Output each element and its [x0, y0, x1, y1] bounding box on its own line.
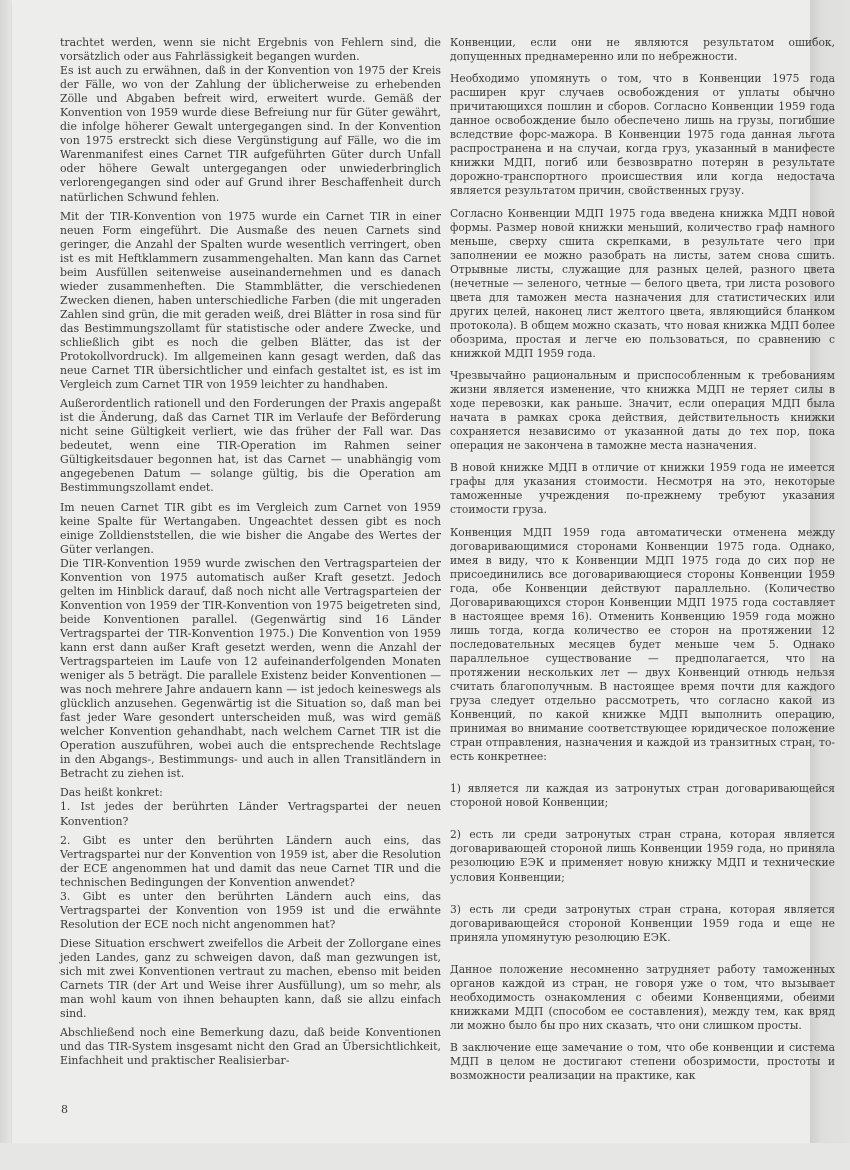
- ru-paragraph: В новой книжке МДП в отличие от книжки 1959 года не имеется графы для указания стоимости. Несмотря на это, некоторые таможенные учреждения по-прежнему требуют указания стоимости груза.: [450, 461, 835, 517]
- scanner-background: [0, 1143, 850, 1170]
- de-paragraph: Die TIR-Konvention 1959 wurde zwischen den Vertragsparteien der Konvention von 1975 automatisch außer Kraft gesetzt. Jedoch gelten im Hinblick darauf, daß noch nicht alle Vertragsparteien der Konvention von 1959 der TIR-Konvention von 1975 beigetreten sind, beide Konventionen parallel. (Gegenwärtig sind 16 Länder Vertragspartei der TIR-Konvention 1975.) Die Konvention von 1959 kann erst dann außer Kraft gesetzt werden, wenn die Anzahl der Vertragsparteien im Laufe von 12 aufeinanderfolgenden Monaten weniger als 5 beträgt. Die parallele Existenz beider Konventionen — was noch mehrere Jahre andauern kann — ist jedoch keineswegs als glücklich anzusehen. Gegenwärtig ist die Situation so, daß man bei fast jeder Ware gesondert unterscheiden muß, was wird gemäß welcher Konvention gehandhabt, nach welchem Carnet TIR ist die Operation auszuführen, wobei auch die entsprechende Rechtslage in den Abgangs-, Bestimmungs- und auch in allen Transitländern in Betracht zu ziehen ist.: [60, 556, 441, 781]
- ru-paragraph: Конвенция МДП 1959 года автоматически отменена между договаривающимися сторонами Конвенции 1975 года. Однако, имея в виду, что к Конвенции МДП 1975 года до сих пор не присоединились все договаривающиеся стороны Конвенции 1959 года, обе Конвенции действуют параллельно. (Количество Договаривающихся сторон Конвенции МДП 1975 года составляет в настоящее время 16). Отменить Конвенцию 1959 года можно лишь тогда, когда количество ее сторон на протяжении 12 последовательных месяцев будет меньше чем 5. Однако параллельное существование — предполагается, что на протяжении нескольких лет — двух Конвенций отнюдь нельзя считать благополучным. В настоящее время почти для каждого груза следует отдельно рассмотреть, что согласно какой из Конвенций, по какой книжке МДП выполнить операцию, принимая во внимание соответствующее юридическое положение стран отправления, назначения и каждой из транзитных стран, то-есть конкретнее:: [450, 525, 835, 764]
- de-paragraph: Es ist auch zu erwähnen, daß in der Konvention von 1975 der Kreis der Fälle, wo von der Zahlung der üblicherweise zu erhebenden Zölle und Abgaben befreit wird, erweitert wurde. Gemäß der Konvention von 1959 wurde diese Befreiung nur für Güter gewährt, die infolge höherer Gewalt untergegangen sind. In der Konvention von 1975 erstreckt sich diese Vergünstigung auf Fälle, wo die im Warenmanifest eines Carnet TIR aufgeführten Güter durch Unfall oder höhere Gewalt untergegangen oder unwiederbringlich verlorengegangen sind oder auf Grund ihrer Beschaffenheit durch natürlichen Schwund fehlen.: [60, 64, 441, 204]
- de-paragraph: Im neuen Carnet TIR gibt es im Vergleich zum Carnet von 1959 keine Spalte für Wertangaben. Ungeachtet dessen gibt es noch einige Zolldienststellen, die wie bisher die Angabe des Wertes der Güter verlangen.: [60, 500, 441, 556]
- ru-paragraph: Согласно Конвенции МДП 1975 года введена книжка МДП новой формы. Размер новой книжки меньший, количество граф намного меньше, сверху сшита скрепками, в результате чего при заполнении ее можно разобрать на листы, затем снова сшить. Отрывные листы, служащие для разных целей, разного цвета (нечетные — зеленого, четные — белого цвета, три листа розового цвета для таможен места назначения для статистических или других целей, наконец лист желтого цвета, являющийся бланком протокола). В общем можно сказать, что новая книжка МДП более обозрима, простая и легче ею пользоваться, по сравнению с книжкой МДП 1959 года.: [450, 206, 835, 360]
- page-number: 8: [61, 1103, 68, 1116]
- de-paragraph: Abschließend noch eine Bemerkung dazu, daß beide Konventionen und das TIR-System insgesamt nicht den Grad an Übersichtlichkeit, Einfachheit und praktischer Realisierbar-: [60, 1026, 441, 1068]
- ru-paragraph: Конвенции, если они не являются результатом ошибок, допущенных преднамеренно или по небрежности.: [450, 36, 835, 64]
- de-list-intro: Das heißt konkret:: [60, 786, 163, 800]
- de-paragraph: Diese Situation erschwert zweifellos die Arbeit der Zollorgane eines jeden Landes, ganz zu schweigen davon, daß man gezwungen ist, sich mit zwei Konventionen vertraut zu machen, ebenso mit beiden Carnets TIR (der Art und Weise ihrer Ausfüllung), um so mehr, als man wohl kaum von ihnen behaupten kann, daß sie allzu einfach sind.: [60, 936, 441, 1021]
- russian-column: [450, 36, 835, 1083]
- ru-list-item: 2) есть ли среди затронутых стран страна, которая является договаривающей стороной лишь Конвенции 1959 года, но приняла резолюцию ЕЭК и применяет новую книжку МДП и технические условия Конвенции;: [450, 828, 835, 884]
- de-list-item: 1. Ist jedes der berührten Länder Vertragspartei der neuen Konvention?: [60, 800, 441, 828]
- de-list-item: 2. Gibt es unter den berührten Ländern auch eins, das Vertragspartei nur der Konvention von 1959 ist, aber die Resolution der ECE angenommen hat und damit das neue Carnet TIR und die technischen Bedingungen der Konvention anwendet?: [60, 833, 441, 889]
- ru-paragraph: Необходимо упомянуть о том, что в Конвенции 1975 года расширен круг случаев освобождения от уплаты обычно причитающихся пошлин и сборов. Согласно Конвенции 1959 года данное освобождение было обеспечено лишь на грузы, погибшие вследствие форс-мажора. В Конвенции 1975 года данная льгота распространена и на случаи, когда груз, указанный в манифесте книжки МДП, погиб или безвозвратно потерян в результате дорожно-транспортного происшествия или когда недостача является результатом причин, свойственных грузу.: [450, 72, 835, 198]
- ru-paragraph: Чрезвычайно рациональным и приспособленным к требованиям жизни является изменение, что книжка МДП не теряет силы в ходе перевозки, как раньше. Значит, если операция МДП была начата в рамках срока действия, действительность книжки сохраняется независимо от указанной даты до тех пор, пока операция не закончена в таможне места назначения.: [450, 369, 835, 453]
- de-paragraph: Außerordentlich rationell und den Forderungen der Praxis angepaßt ist die Änderung, daß das Carnet TIR im Verlaufe der Beförderung nicht seine Gültigkeit verliert, wie das früher der Fall war. Das bedeutet, wenn eine TIR-Operation im Rahmen seiner Gültigkeitsdauer begonnen hat, ist das Carnet — unabhängig vom angegebenen Datum — solange gültig, bis die Operation am Bestimmungszollamt endet.: [60, 397, 441, 495]
- german-column: [60, 36, 441, 1068]
- ru-paragraph: Данное положение несомненно затрудняет работу таможенных органов каждой из стран, не говоря уже о том, что вызывает необходимость ознакомления с обеими Конвенциями, обеими книжками МДП (способом ее составления), между тем, как вряд ли можно было бы про них сказать, что они слишком просты.: [450, 962, 835, 1032]
- ru-list-item: 3) есть ли среди затронутых стран страна, которая является договаривающейся стороной Конвенции 1959 года и еще не приняла упомянутую резолюцию ЕЭК.: [450, 902, 835, 944]
- de-list-item: 3. Gibt es unter den berührten Ländern auch eins, das Vertragspartei der Konvention von 1959 ist und die erwähnte Resolution der ECE noch nicht angenommen hat?: [60, 889, 441, 931]
- de-paragraph: Mit der TIR-Konvention von 1975 wurde ein Carnet TIR in einer neuen Form eingeführt. Die Ausmaße des neuen Carnets sind geringer, die Anzahl der Spalten wurde wesentlich verringert, oben ist es mit Heftklammern zusammengehalten. Man kann das Carnet beim Ausfüllen seitenweise auseinandernehmen und es danach wieder zusammenheften. Die Stammblätter, die verschiedenen Zwecken dienen, haben unterschiedliche Farben (die mit ungeraden Zahlen sind grün, die mit geraden weiß, drei Blätter in rosa sind für das Bestimmungszollamt für statistische oder andere Zwecke, und schließlich gibt es noch die gelben Blätter, das ist der Protokollvordruck). Im allgemeinen kann gesagt werden, daß das neue Carnet TIR übersichtlicher und einfach gestaltet ist, es ist im Vergleich zum Carnet TIR von 1959 leichter zu handhaben.: [60, 209, 441, 392]
- ru-list-item: 1) является ли каждая из затронутых стран договаривающейся стороной новой Конвенции;: [450, 782, 835, 810]
- de-paragraph: trachtet werden, wenn sie nicht Ergebnis von Fehlern sind, die vorsätzlich oder aus Fahrlässigkeit begangen wurden.: [60, 36, 441, 64]
- ru-paragraph: В заключение еще замечание о том, что обе конвенции и система МДП в целом не достигают степени обозримости, простоты и возможности реализации на практике, как: [450, 1040, 835, 1083]
